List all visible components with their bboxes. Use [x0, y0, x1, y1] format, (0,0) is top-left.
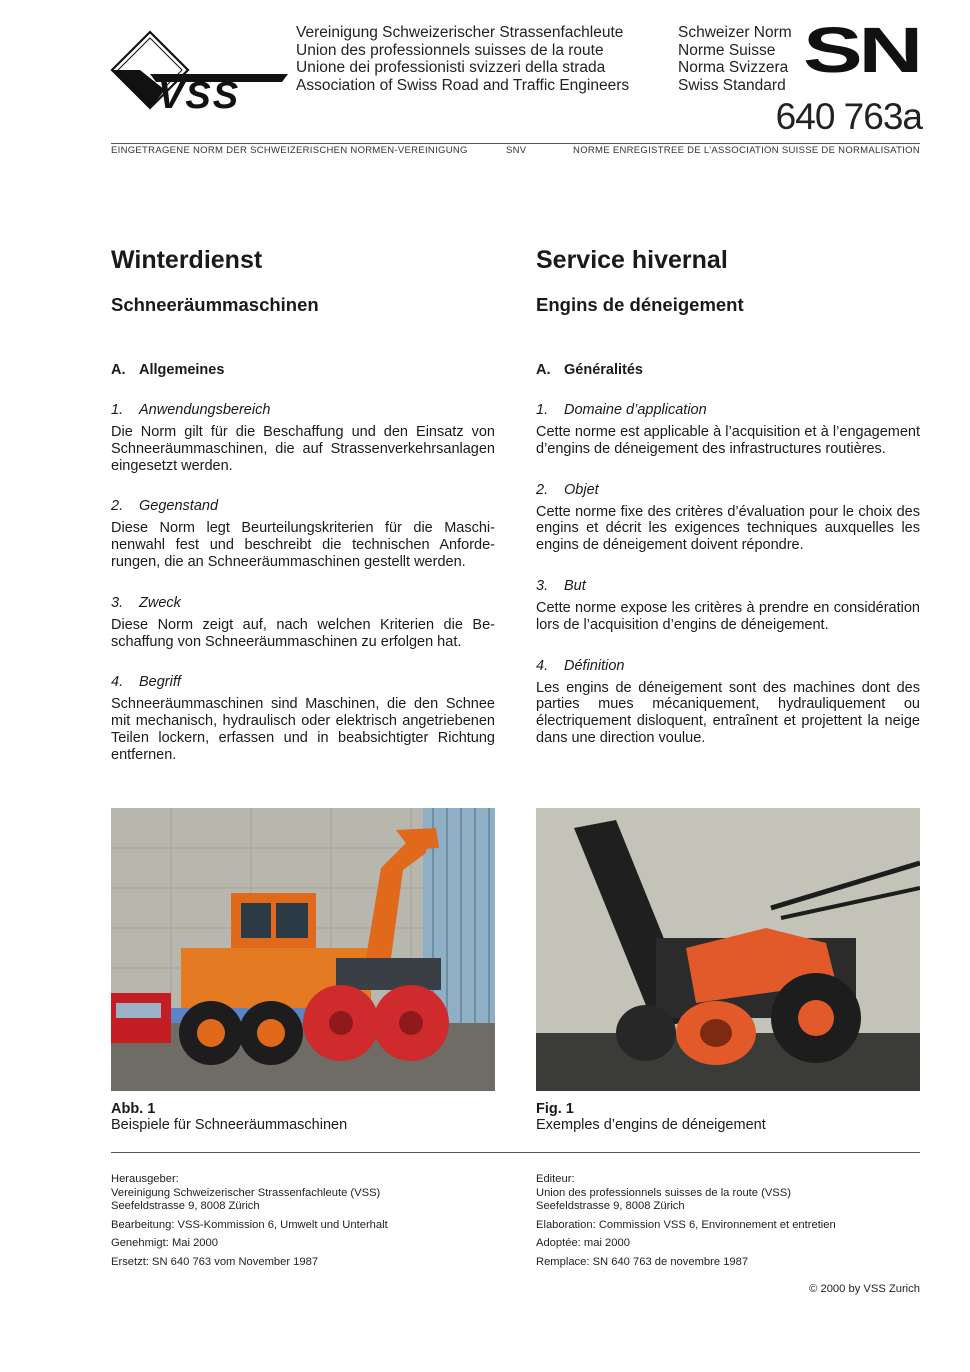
sn-logo — [803, 22, 921, 76]
item-text-de-2: Diese Norm legt Beurteilungskriterien für die Maschinenwahl fest und beschreibt die technischen Anforderungen, die an Schneeräummaschinen gestellt werden. — [111, 520, 495, 570]
figure-text-de: Beispiele für Schneeräummaschinen — [111, 1117, 348, 1133]
figure-label-fr: Fig. 1 — [536, 1101, 574, 1117]
org-line-fr: Union des professionnels suisses de la route — [296, 41, 604, 59]
item-title: Objet — [564, 481, 599, 498]
standard-label-fr: Norme Suisse — [678, 41, 776, 59]
svg-text:VSS: VSS — [158, 75, 241, 112]
approved-de: Genehmigt: Mai 2000 — [111, 1237, 218, 1249]
page-subtitle-de: Schneeräummaschinen — [111, 294, 319, 315]
figure-label-de: Abb. 1 — [111, 1101, 156, 1117]
item-title: Gegenstand — [139, 498, 219, 515]
item-text-de-4: Schneeräummaschinen sind Maschinen, die den Schnee mit mechanisch, hydraulisch oder elektrisch angetriebenen Teilen lockern, erfassen und in beabsichtigter Richtung entfernen. — [111, 696, 495, 763]
replaces-fr: Remplace: SN 640 763 de novembre 1987 — [536, 1255, 749, 1268]
french-column — [536, 246, 920, 747]
item-text-fr-4: Les engins de déneigement sont des machines dont des parties mues mécaniquement, hydrauliquement ou électriquement disloquent, entraînent et projettent la neige dans une direction voulue. — [536, 679, 920, 746]
registered-norm-de: EINGETRAGENE NORM DER SCHWEIZERISCHEN NORMEN-VEREINIGUNG — [111, 145, 468, 156]
item-heading-fr-2 — [536, 482, 920, 498]
svg-text:SN: SN — [803, 22, 919, 76]
footer-fr — [536, 1173, 920, 1269]
org-line-de: Vereinigung Schweizerischer Strassenfachleute — [296, 24, 624, 41]
page-subtitle-fr: Engins de déneigement — [536, 294, 744, 315]
item-number: 4. — [536, 657, 549, 674]
item-number: 2. — [536, 481, 549, 498]
publisher-address-de: Seefeldstrasse 9, 8008 Zürich — [111, 1200, 260, 1212]
item-title: Begriff — [139, 674, 181, 691]
item-heading-fr-3 — [536, 578, 920, 594]
standard-label-it: Norma Svizzera — [678, 59, 789, 76]
org-line-en: Association of Swiss Road and Traffic Engineers — [296, 76, 630, 94]
item-number: 2. — [111, 498, 124, 515]
publisher-name-fr: Union des professionnels suisses de la route (VSS) — [536, 1186, 791, 1199]
item-number: 3. — [111, 594, 124, 611]
item-number: 1. — [111, 402, 124, 418]
item-title: Anwendungsbereich — [139, 402, 271, 418]
section-heading-de — [111, 362, 495, 378]
section-title-fr: Généralités — [564, 362, 643, 378]
approved-fr: Adoptée: mai 2000 — [536, 1237, 630, 1249]
item-text-fr-3: Cette norme expose les critères à prendre en considération lors de l’acquisition d’engins de déneigement. — [536, 599, 920, 633]
standard-labels — [678, 24, 792, 94]
item-heading-fr-4 — [536, 658, 920, 674]
section-title-de: Allgemeines — [139, 362, 225, 378]
replaces-de: Ersetzt: SN 640 763 vom November 1987 — [111, 1255, 319, 1268]
editing-fr: Elaboration: Commission VSS 6, Environnement et entretien — [536, 1218, 836, 1231]
editing-de: Bearbeitung: VSS-Kommission 6, Umwelt und Unterhalt — [111, 1218, 388, 1231]
header-divider — [111, 143, 920, 144]
item-title: But — [564, 577, 586, 594]
section-number-fr: A. — [536, 362, 551, 378]
section-heading-fr — [536, 362, 920, 378]
item-title: Zweck — [139, 594, 181, 611]
document-number: 640 763a — [775, 96, 922, 137]
footer-de — [111, 1173, 495, 1269]
section-number-de: A. — [111, 362, 126, 378]
page-title-de: Winterdienst — [111, 246, 263, 274]
standard-label-en: Swiss Standard — [678, 76, 786, 94]
item-number: 3. — [536, 577, 549, 594]
item-number: 4. — [111, 674, 124, 691]
registered-snv: SNV — [506, 145, 527, 156]
publisher-label-fr: Editeur: — [536, 1173, 575, 1185]
organisation-names — [296, 24, 629, 94]
publisher-label-de: Herausgeber: — [111, 1173, 179, 1185]
item-text-fr-2: Cette norme fixe des critères d’évaluation pour le choix des engins et décrit les exigences techniques auxquelles les engins de déneigement doivent répondre. — [536, 503, 920, 554]
item-title: Définition — [564, 657, 625, 674]
item-text-fr-1: Cette norme est applicable à l’acquisition et à l’engagement d’engins de déneigement des infrastructures routières. — [536, 424, 920, 457]
publisher-address-fr: Seefeldstrasse 9, 8008 Zürich — [536, 1200, 685, 1212]
publisher-name-de: Vereinigung Schweizerischer Strassenfachleute (VSS) — [111, 1186, 381, 1199]
item-text-de-3: Diese Norm zeigt auf, nach welchen Kriterien die Beschaffung von Schneeräummaschinen zu erfolgen hat. — [111, 616, 495, 650]
figure-caption-de — [111, 1101, 347, 1133]
figure-caption-fr — [536, 1101, 766, 1133]
item-number: 1. — [536, 402, 549, 418]
item-heading-de-4 — [111, 674, 495, 690]
item-heading-de-2 — [111, 498, 495, 514]
item-heading-fr-1 — [536, 402, 920, 418]
registered-norm-fr: NORME ENREGISTREE DE L’ASSOCIATION SUISSE DE NORMALISATION — [573, 145, 920, 156]
item-heading-de-1 — [111, 402, 495, 418]
page-title-fr: Service hivernal — [536, 246, 728, 274]
copyright: © 2000 by VSS Zurich — [809, 1283, 920, 1295]
figure-text-fr: Exemples d’engins de déneigement — [536, 1117, 766, 1133]
item-title: Domaine d’application — [564, 402, 707, 418]
vss-logo — [110, 30, 290, 112]
standard-label-de: Schweizer Norm — [678, 24, 792, 41]
photo-walk-behind-snow-blower — [536, 808, 920, 1091]
footer-divider — [111, 1152, 920, 1153]
photo-snow-blower-vehicle — [111, 808, 495, 1091]
item-text-de-1: Die Norm gilt für die Beschaffung und den Einsatz von Schneeräummaschinen, die auf Strassenverkehrsanlagen eingesetzt werden. — [111, 424, 495, 474]
org-line-it: Unione dei professionisti svizzeri della strada — [296, 59, 606, 76]
item-heading-de-3 — [111, 595, 495, 611]
german-column — [111, 246, 495, 764]
